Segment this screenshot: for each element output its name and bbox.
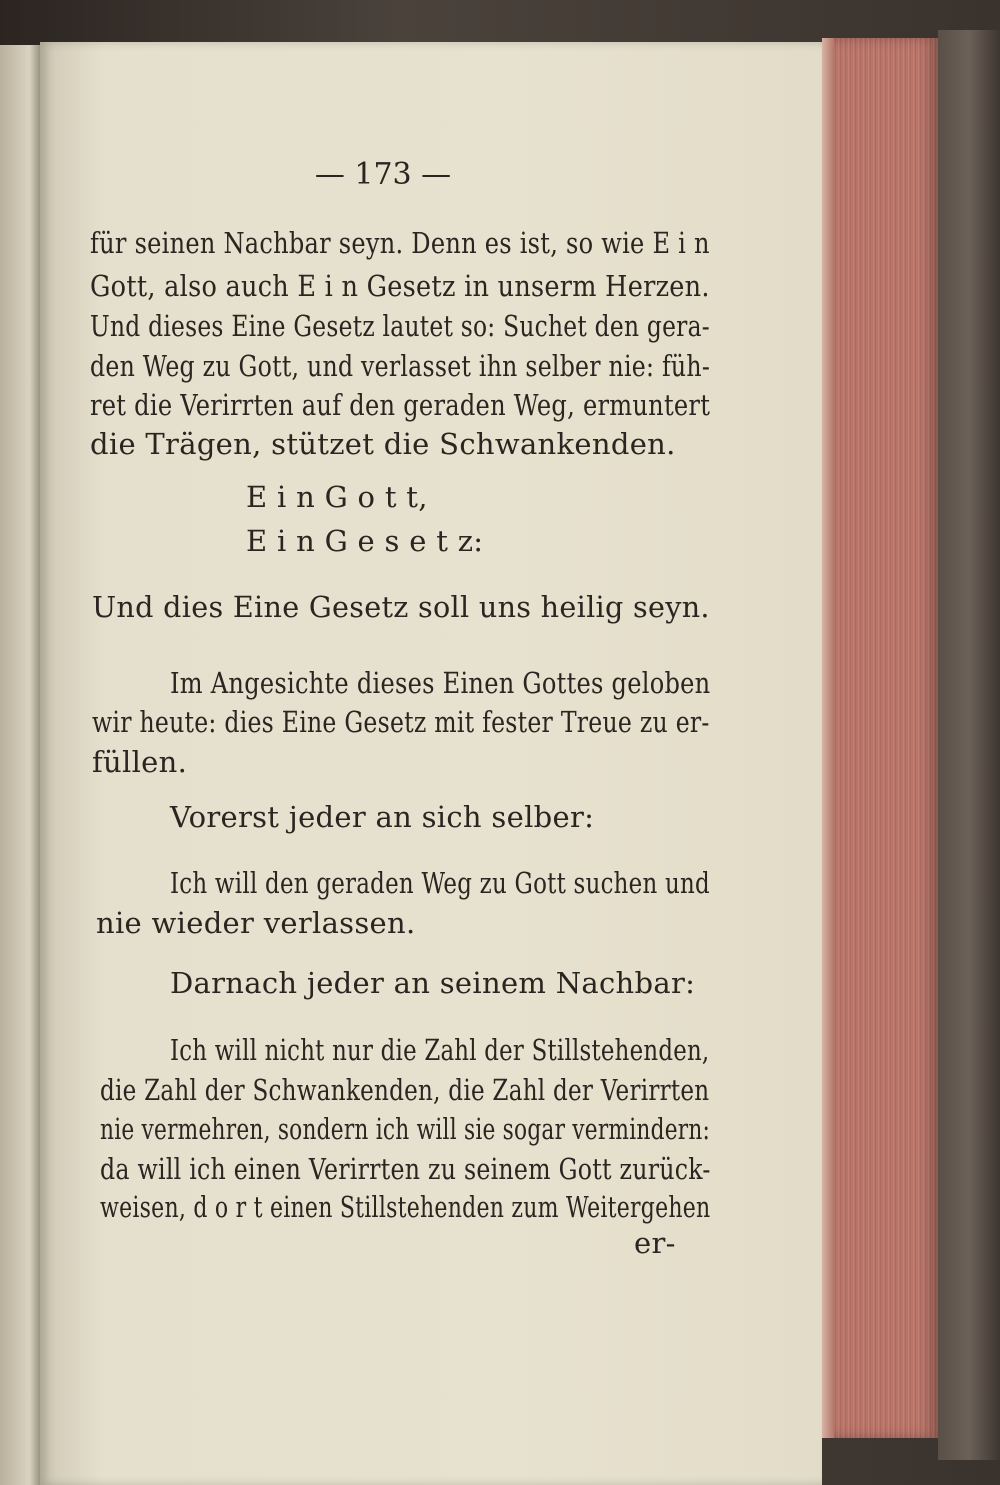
text-line: E i n G o t t, — [246, 480, 428, 514]
text-line: Ich will nicht nur die Zahl der Stillstehenden, — [170, 1033, 710, 1067]
text-line: Im Angesichte dieses Einen Gottes geloben — [170, 666, 711, 700]
text-line: die Trägen, stützet die Schwankenden. — [90, 427, 676, 461]
text-line: den Weg zu Gott, und verlasset ihn selber nie: füh- — [90, 349, 711, 383]
text-line: füllen. — [92, 745, 188, 779]
text-line: nie wieder verlassen. — [96, 906, 416, 940]
text-line: für seinen Nachbar seyn. Denn es ist, so wie E i n — [90, 226, 710, 260]
text-line: die Zahl der Schwankenden, die Zahl der Verirrten — [100, 1073, 710, 1107]
text-line: E i n G e s e t z: — [246, 524, 484, 558]
text-line: Und dieses Eine Gesetz lautet so: Suchet den gera- — [90, 309, 710, 343]
text-line: da will ich einen Verirrten zu seinem Gott zurück- — [100, 1152, 711, 1186]
text-line: Gott, also auch E i n Gesetz in unserm Herzen. — [90, 269, 710, 303]
text-line: ret die Verirrten auf den geraden Weg, ermuntert — [90, 388, 711, 422]
page-number: — 173 — — [314, 157, 452, 192]
text-line: wir heute: dies Eine Gesetz mit fester Treue zu er- — [92, 705, 710, 739]
text-line: Ich will den geraden Weg zu Gott suchen und — [170, 866, 710, 900]
text-line: Und dies Eine Gesetz soll uns heilig seyn. — [92, 590, 710, 624]
text-line: Darnach jeder an seinem Nachbar: — [170, 966, 696, 1000]
text-line: nie vermehren, sondern ich will sie sogar vermindern: — [100, 1112, 711, 1146]
text-line: Vorerst jeder an sich selber: — [170, 800, 595, 834]
catchword: er- — [634, 1226, 676, 1260]
text-line: weisen, d o r t einen Stillstehenden zum Weitergehen — [100, 1190, 711, 1224]
